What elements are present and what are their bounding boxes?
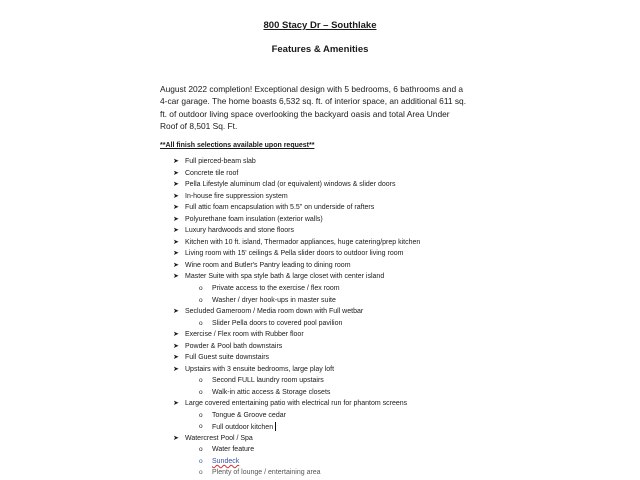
- arrow-bullet-icon: ➤: [173, 193, 179, 200]
- list-item-text: Luxury hardwoods and stone floors: [185, 227, 294, 234]
- list-item: [173, 307, 364, 316]
- arrow-bullet-icon: ➤: [173, 262, 179, 269]
- circle-bullet-icon: o: [199, 446, 203, 453]
- list-item-text: Large covered entertaining patio with electrical run for phantom screens: [185, 400, 408, 407]
- list-item-text: Upstairs with 3 ensuite bedrooms, large play loft: [185, 366, 335, 373]
- list-item-text: Private access to the exercise / flex room: [212, 285, 340, 292]
- list-item-text: Full outdoor kitchen: [212, 424, 274, 431]
- list-subitem: [199, 468, 321, 477]
- list-subitem: [199, 284, 340, 293]
- list-item: [173, 342, 283, 351]
- list-item-text: In-house fire suppression system: [185, 193, 288, 200]
- circle-bullet-icon: o: [199, 297, 203, 304]
- circle-bullet-icon: o: [199, 389, 203, 396]
- list-item-text: Water feature: [212, 446, 255, 453]
- circle-bullet-icon: o: [199, 458, 203, 465]
- list-subitem: [199, 422, 276, 432]
- arrow-bullet-icon: ➤: [173, 204, 179, 211]
- arrow-bullet-icon: ➤: [173, 250, 179, 257]
- circle-bullet-icon: o: [199, 377, 203, 384]
- list-item-text: Slider Pella doors to covered pool pavilion: [212, 320, 343, 327]
- list-item: [173, 330, 304, 339]
- list-item: [173, 353, 270, 362]
- list-item: [173, 272, 385, 281]
- list-item: [173, 180, 396, 189]
- list-item-text: Full attic foam encapsulation with 5.5" on underside of rafters: [185, 204, 375, 211]
- list-item: [173, 215, 323, 224]
- list-item-text: Exercise / Flex room with Rubber floor: [185, 331, 304, 338]
- circle-bullet-icon: o: [199, 285, 203, 292]
- list-item-text: Second FULL laundry room upstairs: [212, 377, 324, 384]
- list-item-text: Kitchen with 10 ft. island, Thermador appliances, huge catering/prep kitchen: [185, 239, 421, 246]
- list-item-text: Walk-in attic access & Storage closets: [212, 389, 331, 396]
- list-item-text: Living room with 15' ceilings & Pella slider doors to outdoor living room: [185, 250, 404, 257]
- arrow-bullet-icon: ➤: [173, 400, 179, 407]
- list-item: [173, 203, 375, 212]
- intro-line: ft. of outdoor living space overlooking the backyard oasis and total Area Under: [160, 108, 450, 119]
- list-item-text: Watercrest Pool / Spa: [185, 435, 253, 442]
- list-item: [173, 261, 351, 270]
- arrow-bullet-icon: ➤: [173, 308, 179, 315]
- finish-selections-note: **All finish selections available upon request**: [160, 142, 315, 149]
- circle-bullet-icon: o: [199, 423, 203, 430]
- list-subitem: [199, 445, 255, 454]
- text-cursor: [275, 422, 276, 431]
- list-item-text: Sundeck: [212, 458, 240, 465]
- circle-bullet-icon: o: [199, 412, 203, 419]
- list-item-text: Tongue & Groove cedar: [212, 412, 286, 419]
- list-item-text: Wine room and Butler's Pantry leading to dining room: [185, 262, 351, 269]
- arrow-bullet-icon: ➤: [173, 343, 179, 350]
- document-subtitle: Features & Amenities: [271, 44, 369, 55]
- arrow-bullet-icon: ➤: [173, 354, 179, 361]
- list-item: [173, 434, 253, 443]
- list-subitem: [199, 296, 336, 305]
- list-item: [173, 157, 256, 166]
- list-item-text: Full Guest suite downstairs: [185, 354, 270, 361]
- list-item-text: Washer / dryer hook-ups in master suite: [212, 297, 336, 304]
- list-subitem: [199, 388, 331, 397]
- list-item: [173, 192, 288, 201]
- arrow-bullet-icon: ➤: [173, 239, 179, 246]
- list-item-text: Concrete tile roof: [185, 170, 239, 177]
- list-item: [173, 249, 404, 258]
- intro-paragraph: [160, 83, 490, 133]
- list-item: [173, 238, 421, 247]
- arrow-bullet-icon: ➤: [173, 366, 179, 373]
- arrow-bullet-icon: ➤: [173, 170, 179, 177]
- circle-bullet-icon: o: [199, 469, 203, 476]
- list-subitem: [199, 376, 324, 385]
- list-item: [173, 365, 335, 374]
- list-item-text: Pella Lifestyle aluminum clad (or equivalent) windows & slider doors: [185, 181, 396, 188]
- list-subitem: [199, 457, 240, 466]
- list-item-text: Polyurethane foam insulation (exterior walls): [185, 216, 323, 223]
- list-item-text: Full pierced-beam slab: [185, 158, 256, 165]
- intro-line: 4-car garage. The home boasts 6,532 sq. ft. of interior space, an additional 611 sq.: [160, 96, 467, 107]
- intro-line: August 2022 completion! Exceptional design with 5 bedrooms, 6 bathrooms and a: [160, 84, 464, 94]
- list-subitem: [199, 411, 286, 420]
- arrow-bullet-icon: ➤: [173, 227, 179, 234]
- arrow-bullet-icon: ➤: [173, 331, 179, 338]
- intro-line: Roof of 8,501 Sq. Ft.: [160, 121, 238, 132]
- list-item: [173, 169, 239, 178]
- arrow-bullet-icon: ➤: [173, 435, 179, 442]
- list-item: [173, 226, 294, 235]
- arrow-bullet-icon: ➤: [173, 273, 179, 280]
- list-item: [173, 399, 408, 408]
- list-item-text: Plenty of lounge / entertaining area: [212, 469, 321, 476]
- arrow-bullet-icon: ➤: [173, 181, 179, 188]
- document-title: 800 Stacy Dr – Southlake: [263, 20, 377, 31]
- arrow-bullet-icon: ➤: [173, 158, 179, 165]
- list-item-text: Master Suite with spa style bath & large closet with center island: [185, 273, 385, 280]
- arrow-bullet-icon: ➤: [173, 216, 179, 223]
- circle-bullet-icon: o: [199, 320, 203, 327]
- list-item-text: Powder & Pool bath downstairs: [185, 343, 283, 350]
- list-subitem: [199, 319, 343, 328]
- list-item-text: Secluded Gameroom / Media room down with Full wetbar: [185, 308, 364, 315]
